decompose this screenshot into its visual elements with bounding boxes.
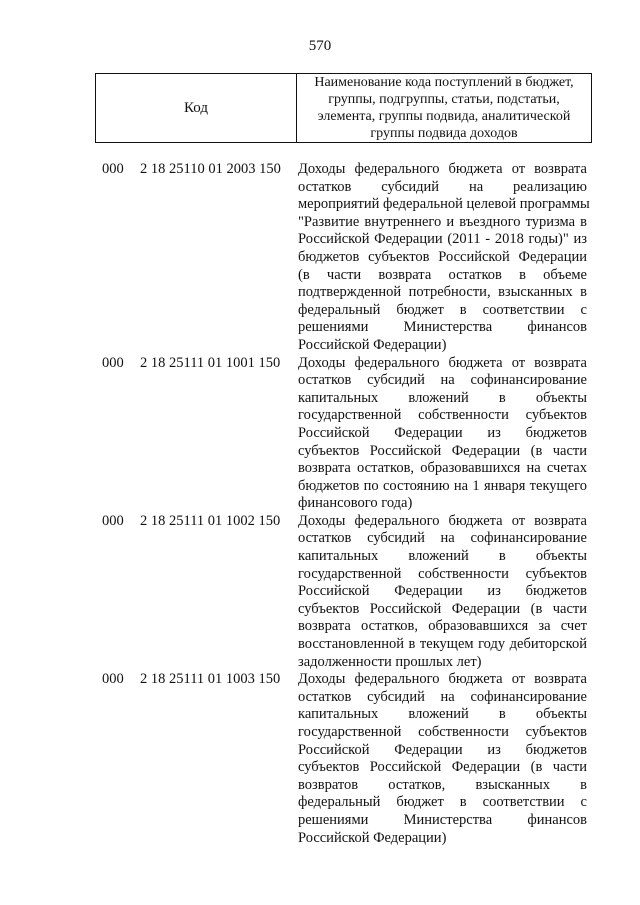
revenue-description [298,161,590,355]
revenue-description [298,513,587,671]
admin-code: 000 [102,512,124,529]
description-line: субъектов Российской Федерации (в части [298,442,587,459]
description-line: возврата остатков, образовавшихся за счет [298,618,587,635]
description-line: Российской Федерации) [298,829,447,846]
description-line: Российской Федерации) [298,336,447,353]
admin-code: 000 [102,671,124,688]
admin-code: 000 [102,161,124,177]
description-line: федеральный бюджет в соответствии с [298,794,587,811]
admin-code: 000 [102,354,124,371]
table-row [0,513,640,671]
description-line: "Развитие внутреннего и въездного туризма в [298,213,587,230]
description-line: мероприятий федеральной целевой программы [298,196,590,213]
table-header [95,73,592,143]
description-line: Доходы федерального бюджета от возврата [298,671,587,688]
table-row [0,355,640,513]
description-line: Доходы федерального бюджета от возврата [298,512,587,529]
description-line: возврата остатков, образовавшихся на счетах [298,460,587,477]
page-number: 570 [308,38,332,54]
description-line: субъектов Российской Федерации (в части [298,600,587,617]
description-line: решениями Министерства финансов [298,319,587,336]
description-line: государственной собственности субъектов [298,724,587,740]
description-line: Доходы федерального бюджета от возврата [298,161,587,177]
description-line: Российской Федерации из бюджетов [298,741,587,758]
description-line: Российской Федерации из бюджетов [298,583,587,600]
description-line: подтвержденной потребности, взысканных в [298,284,587,301]
description-line: задолженности прошлых лет) [298,653,482,670]
table-body [0,161,640,847]
revenue-code: 2 18 25111 01 1002 150 [140,512,281,529]
description-line: финансового года) [298,495,413,512]
description-line: Доходы федерального бюджета от возврата [298,354,587,371]
table-row [0,671,640,847]
description-line: остатков субсидий на реализацию [298,178,587,195]
revenue-description [298,355,587,513]
description-line: бюджетов по состоянию на 1 января текущего [298,477,587,494]
description-line: субъектов Российской Федерации (в части [298,759,587,776]
column-header-code: Код [96,74,297,142]
description-line: федеральный бюджет в соответствии с [298,301,587,318]
revenue-code: 2 18 25110 01 2003 150 [140,161,281,177]
description-line: решениями Министерства финансов [298,811,587,828]
revenue-code: 2 18 25111 01 1001 150 [140,354,281,371]
description-line: возвратов остатков, взысканных в [298,776,587,793]
description-line: Российской Федерации из бюджетов [298,424,587,441]
revenue-code: 2 18 25111 01 1003 150 [140,671,281,688]
description-line: Российской Федерации (2011 - 2018 годы)" из [298,231,587,248]
description-line: капитальных вложений в объекты [298,548,587,565]
revenue-description [298,671,587,847]
description-line: капитальных вложений в объекты [298,706,587,723]
description-line: государственной собственности субъектов [298,407,587,424]
table-row [0,161,640,355]
description-line: капитальных вложений в объекты [298,389,587,406]
description-line: остатков субсидий на софинансирование [298,530,587,547]
description-line: остатков субсидий на софинансирование [298,372,587,389]
description-line: остатков субсидий на софинансирование [298,688,587,705]
description-line: (в части возврата остатков в объеме [298,266,587,283]
description-line: восстановленной в текущем году дебиторской [298,636,587,653]
description-line: бюджетов субъектов Российской Федерации [298,248,587,265]
description-line: государственной собственности субъектов [298,565,587,582]
column-header-name: Наименование кода поступлений в бюджет, группы, подгруппы, статьи, подстатьи, элемента, группы подвида, аналитической группы подвида доходов [314,75,574,141]
